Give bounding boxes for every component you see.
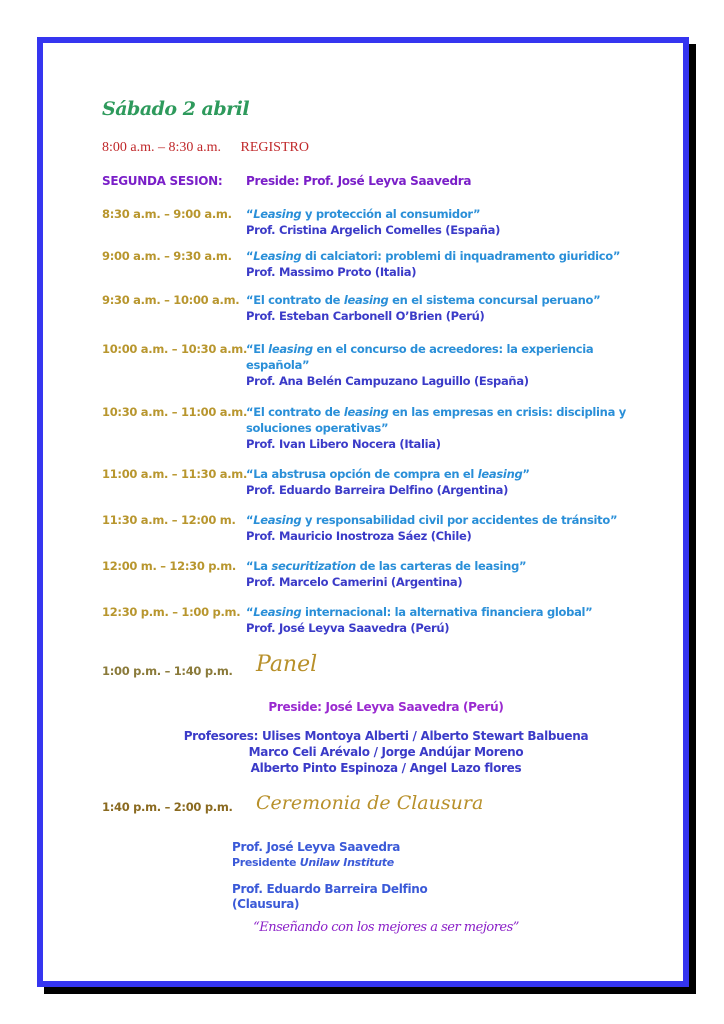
talk-time: 9:30 a.m. – 10:00 a.m. — [102, 293, 240, 307]
session-label: SEGUNDA SESION: — [102, 174, 223, 188]
talk-speaker: Prof. Mauricio Inostroza Sáez (Chile) — [246, 529, 472, 543]
closing-speaker-2 — [232, 882, 427, 912]
session-preside: Preside: Prof. José Leyva Saavedra — [246, 174, 472, 188]
talk-topic: “La securitization de las carteras de leasing” — [246, 559, 527, 573]
talk-speaker: Prof. Ivan Libero Nocera (Italia) — [246, 437, 441, 451]
talk-topic: “Leasing di calciatori: problemi di inquadramento giuridico” — [246, 249, 621, 263]
talk-topic: “El contrato de leasing en las empresas en crisis: disciplina y soluciones operativas” — [246, 405, 626, 435]
closing-time: 1:40 p.m. – 2:00 p.m. — [102, 800, 233, 814]
talk-time: 10:30 a.m. – 11:00 a.m. — [102, 405, 248, 419]
talk-topic: “Leasing y protección al consumidor” — [246, 207, 481, 221]
talk-speaker: Prof. Eduardo Barreira Delfino (Argentina) — [246, 483, 509, 497]
panel-preside: Preside: José Leyva Saavedra (Perú) — [268, 700, 504, 714]
closing-speaker-1 — [232, 840, 400, 870]
talk-time: 12:00 m. – 12:30 p.m. — [102, 559, 236, 573]
talk-time: 12:30 p.m. – 1:00 p.m. — [102, 605, 241, 619]
motto: “Enseñando con los mejores a ser mejores” — [253, 920, 519, 935]
talk-topic: “Leasing internacional: la alternativa financiera global” — [246, 605, 593, 619]
panel-professors-line: Alberto Pinto Espinoza / Angel Lazo flores — [250, 761, 522, 775]
session-header — [102, 174, 472, 188]
talk-topic: “El contrato de leasing en el sistema concursal peruano” — [246, 293, 601, 307]
talk-time: 11:00 a.m. – 11:30 a.m. — [102, 467, 248, 481]
closing-title: Ceremonia de Clausura — [256, 792, 484, 814]
day-title: Sábado 2 abril — [102, 98, 250, 120]
panel-professors-line: Marco Celi Arévalo / Jorge Andújar Moreno — [248, 745, 524, 759]
talk-speaker: Prof. Esteban Carbonell O’Brien (Perú) — [246, 309, 485, 323]
talk-time: 8:30 a.m. – 9:00 a.m. — [102, 207, 232, 221]
talk-speaker: Prof. Cristina Argelich Comelles (España) — [246, 223, 501, 237]
panel-professors-line: Profesores: Ulises Montoya Alberti / Alberto Stewart Balbuena — [183, 729, 589, 743]
closing-speaker-1-name: Prof. José Leyva Saavedra — [232, 840, 401, 854]
closing-speaker-2-name: Prof. Eduardo Barreira Delfino — [232, 882, 428, 896]
talk-time: 9:00 a.m. – 9:30 a.m. — [102, 249, 232, 263]
talk-speaker: Prof. José Leyva Saavedra (Perú) — [246, 621, 450, 635]
panel-professors — [66, 728, 666, 776]
talk-speaker: Prof. Massimo Proto (Italia) — [246, 265, 417, 279]
talk-speaker: Prof. Marcelo Camerini (Argentina) — [246, 575, 463, 589]
talk-speaker: Prof. Ana Belén Campuzano Laguillo (España) — [246, 374, 529, 388]
talk-time: 10:00 a.m. – 10:30 a.m. — [102, 342, 248, 356]
talk-topic: “El leasing en el concurso de acreedores: la experiencia española” — [246, 342, 594, 372]
closing-speaker-2-role: (Clausura) — [232, 897, 300, 911]
registration-row — [102, 140, 309, 156]
registration-label: REGISTRO — [240, 140, 309, 155]
panel-time: 1:00 p.m. – 1:40 p.m. — [102, 664, 233, 678]
registration-time: 8:00 a.m. – 8:30 a.m. — [102, 140, 221, 155]
panel-title: Panel — [256, 652, 318, 677]
talk-topic: “Leasing y responsabilidad civil por accidentes de tránsito” — [246, 513, 618, 527]
closing-speaker-1-role: Presidente Unilaw Institute — [232, 856, 394, 869]
talk-time: 11:30 a.m. – 12:00 m. — [102, 513, 236, 527]
talk-topic: “La abstrusa opción de compra en el leasing” — [246, 467, 530, 481]
